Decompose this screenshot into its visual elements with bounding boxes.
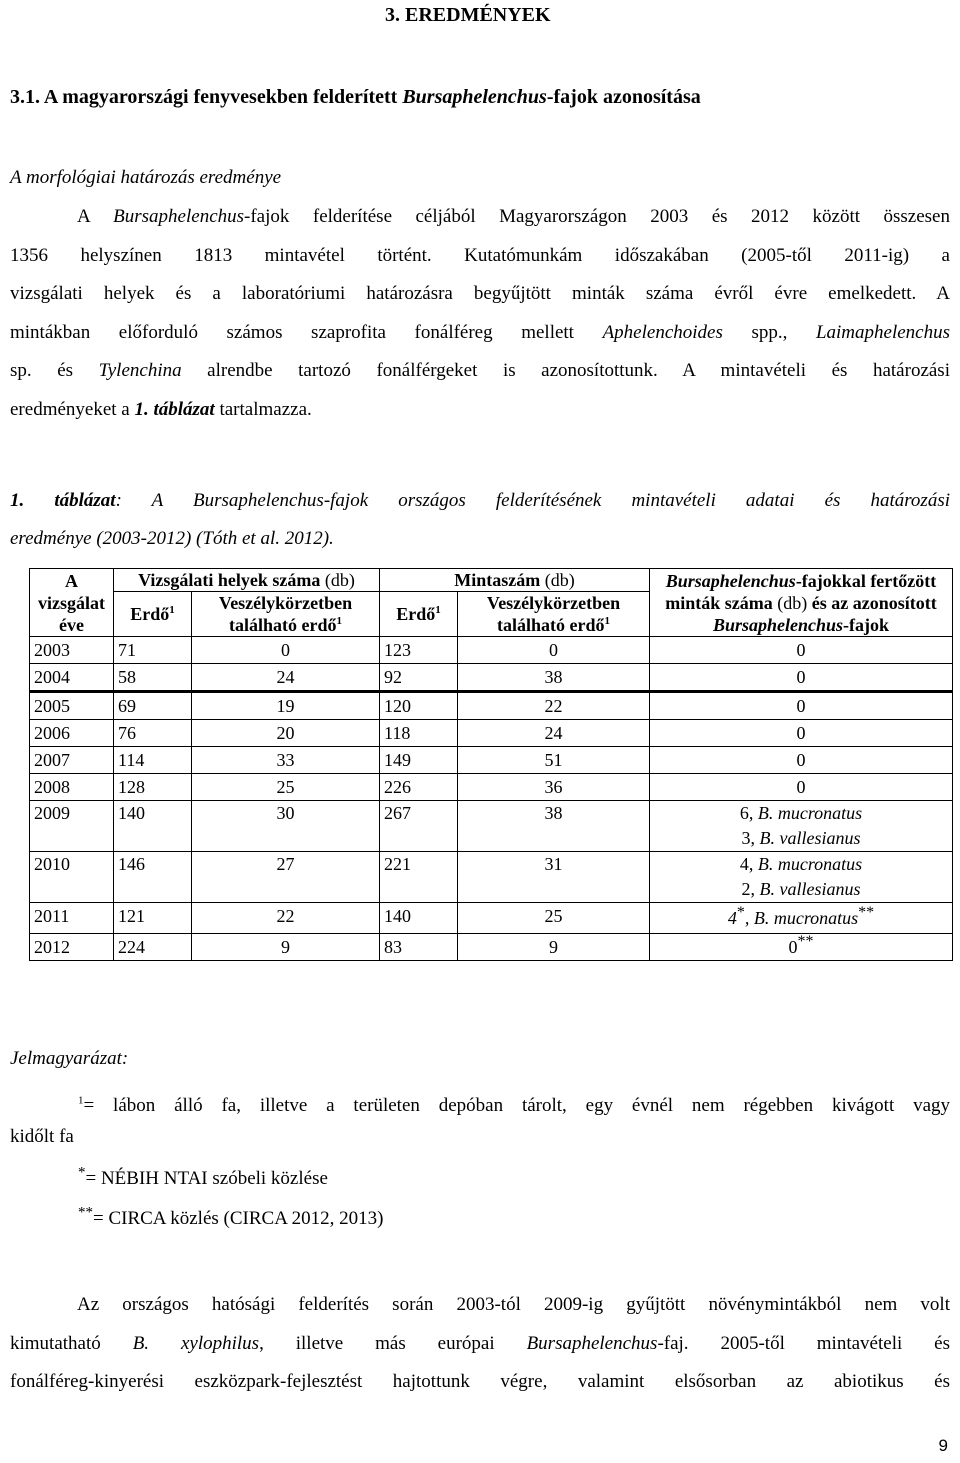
cell-forest-sites: 224: [114, 934, 192, 961]
cell-year: 2003: [30, 637, 114, 664]
header-result-text: -fajokkal fertőzött minták száma: [665, 570, 937, 613]
cell-danger-sites: 20: [192, 720, 380, 747]
cell-danger-sites: 19: [192, 692, 380, 720]
text-run: -fajok felderítése céljából Magyarországon 2003 és 2012 között összesen: [244, 206, 950, 227]
cell-danger-samples: 22: [458, 692, 650, 720]
caption-line-1: [10, 482, 950, 520]
cell-result: [650, 801, 953, 852]
table-row: [30, 801, 953, 852]
cell-forest-samples: 226: [380, 774, 458, 801]
table-row: [30, 664, 953, 692]
cell-danger-sites: 33: [192, 747, 380, 774]
genus-name: Aphelenchoides: [602, 321, 723, 343]
text-run: 0: [788, 937, 798, 957]
paragraph-1-line-3: vizsgálati helyek és a laboratóriumi határozásra begyűjtött minták száma évről évre emelkedett. A: [10, 283, 950, 304]
header-result: [650, 569, 953, 637]
genus-name: Tylenchina: [98, 360, 182, 381]
text-run: 4: [727, 908, 737, 928]
paragraph-2-line-3: fonálféreg-kinyerési eszközpark-fejlesztést hajtottunk végre, valamint elsősorban az abiotikus és: [10, 1371, 950, 1392]
caption-label: 1. táblázat: [10, 490, 116, 511]
header-samples: [380, 569, 650, 592]
header-forest-sites: [114, 592, 192, 637]
genus-name: Bursaphelenchus: [526, 1332, 658, 1354]
text-run: 4,: [739, 854, 758, 874]
cell-result: [650, 934, 953, 961]
text-run: 6,: [739, 803, 758, 823]
header-sites-label: Vizsgálati helyek száma: [138, 570, 321, 590]
species-name: B. xylophilus: [132, 1332, 260, 1354]
text-run: kimutatható: [10, 1332, 133, 1354]
footnote-marker: **: [797, 933, 814, 950]
header-sites: [114, 569, 380, 592]
text-run: spp.,: [722, 321, 816, 343]
text-run: mintákban előforduló számos szaprofita fonálféreg mellett: [10, 321, 603, 343]
table-row: [30, 637, 953, 664]
section-title-prefix: 3.1. A magyarországi fenyvesekben felderített: [10, 86, 403, 108]
footnote-marker: 1: [169, 604, 175, 616]
cell-year: 2010: [30, 852, 114, 903]
header-forest-label: Erdő: [130, 604, 170, 624]
cell-danger-sites: 9: [192, 934, 380, 961]
section-title: [10, 86, 701, 109]
legend-text: = lábon álló fa, illetve a területen depóban tárolt, egy évnél nem régebben kivágott vagy: [83, 1095, 950, 1116]
table-reference: 1. táblázat: [134, 398, 215, 420]
cell-forest-sites: 128: [114, 774, 192, 801]
cell-result: 0: [650, 664, 953, 692]
paragraph-1-line-4: [10, 314, 950, 353]
cell-forest-samples: 140: [380, 903, 458, 934]
species-name: , B. mucronatus: [744, 908, 859, 928]
paragraph-2: [10, 1286, 950, 1402]
text-run: sp. és: [10, 360, 99, 381]
paragraph-1-line-5: [10, 352, 950, 391]
footnote-marker: 1: [78, 1094, 84, 1107]
data-table: [29, 568, 953, 961]
footnote-marker: 1: [604, 615, 610, 627]
cell-year: 2006: [30, 720, 114, 747]
paragraph-2-line-2: [10, 1325, 950, 1364]
cell-forest-sites: 121: [114, 903, 192, 934]
cell-danger-samples: 36: [458, 774, 650, 801]
subheading: A morfológiai határozás eredménye: [10, 167, 282, 188]
cell-result: 0: [650, 692, 953, 720]
legend-item-1: [10, 1087, 950, 1125]
legend-title: Jelmagyarázat:: [10, 1048, 129, 1069]
cell-danger-samples: 24: [458, 720, 650, 747]
header-year: A vizsgálat éve: [30, 569, 114, 637]
table-row: [30, 774, 953, 801]
cell-result: [650, 903, 953, 934]
cell-danger-samples: 38: [458, 664, 650, 692]
footnote-marker: *: [78, 1164, 86, 1181]
cell-forest-sites: 69: [114, 692, 192, 720]
footnote-marker: *: [736, 904, 745, 921]
cell-result: 0: [650, 720, 953, 747]
table-row: [30, 692, 953, 720]
genus-name: Bursaphelenchus: [113, 206, 245, 227]
header-danger-samples: [458, 592, 650, 637]
cell-forest-samples: 120: [380, 692, 458, 720]
cell-forest-sites: 114: [114, 747, 192, 774]
cell-danger-samples: 38: [458, 801, 650, 852]
cell-danger-sites: 30: [192, 801, 380, 852]
chapter-title: 3. EREDMÉNYEK: [385, 4, 551, 26]
header-danger-sites: [192, 592, 380, 637]
cell-forest-sites: 58: [114, 664, 192, 692]
text-run: tartalmazza.: [214, 398, 312, 420]
cell-forest-samples: 118: [380, 720, 458, 747]
header-samples-label: Mintaszám: [454, 570, 541, 590]
caption-text: : A Bursaphelenchus-fajok országos felderítésének mintavételi adatai és határozási: [115, 490, 951, 511]
cell-danger-samples: 25: [458, 903, 650, 934]
cell-danger-samples: 31: [458, 852, 650, 903]
header-danger-label: Veszélykörzetben található erdő: [486, 593, 621, 635]
cell-year: 2005: [30, 692, 114, 720]
legend-text: = CIRCA közlés (CIRCA 2012, 2013): [93, 1208, 384, 1229]
cell-year: 2009: [30, 801, 114, 852]
legend-text: = NÉBIH NTAI szóbeli közlése: [85, 1168, 328, 1189]
text-run: alrendbe tartozó fonálférgeket is azonosítottunk. A mintavételi és határozási: [181, 360, 950, 381]
table-caption: [10, 482, 950, 558]
footnote-marker: **: [858, 904, 875, 921]
cell-year: 2004: [30, 664, 114, 692]
species-name: B. vallesianus: [759, 828, 861, 848]
text-run: -faj. 2005-től mintavételi és: [657, 1332, 950, 1354]
cell-year: 2008: [30, 774, 114, 801]
table-row: [30, 903, 953, 934]
header-result-text: -fajok: [843, 614, 890, 635]
legend-item-1-cont: kidőlt fa: [10, 1126, 74, 1147]
cell-danger-sites: 0: [192, 637, 380, 664]
table-row: [30, 934, 953, 961]
cell-result: 0: [650, 774, 953, 801]
cell-forest-sites: 76: [114, 720, 192, 747]
cell-year: 2011: [30, 903, 114, 934]
page-number: 9: [938, 1436, 948, 1455]
species-name: B. mucronatus: [757, 803, 863, 823]
paragraph-1-line-1: [10, 198, 950, 237]
text-run: 3,: [741, 828, 760, 848]
cell-forest-samples: 92: [380, 664, 458, 692]
species-name: B. mucronatus: [757, 854, 863, 874]
cell-danger-sites: 22: [192, 903, 380, 934]
cell-forest-samples: 267: [380, 801, 458, 852]
cell-forest-sites: 140: [114, 801, 192, 852]
text-run: , illetve más európai: [259, 1332, 527, 1354]
cell-forest-samples: 83: [380, 934, 458, 961]
cell-danger-samples: 0: [458, 637, 650, 664]
caption-line-2: eredménye (2003-2012) (Tóth et al. 2012).: [10, 528, 334, 549]
header-forest-samples: [380, 592, 458, 637]
header-unit: (db): [777, 592, 808, 613]
genus-name: Bursaphelenchus: [712, 614, 844, 635]
paragraph-1-line-2: 1356 helyszínen 1813 mintavétel történt. Kutatómunkám időszakában (2005-től 2011-ig) a: [10, 244, 950, 266]
cell-forest-samples: 221: [380, 852, 458, 903]
legend-item-2: [78, 1164, 328, 1190]
cell-result: 0: [650, 747, 953, 774]
text-run: eredményeket a: [10, 398, 135, 420]
footnote-marker: 1: [435, 604, 441, 616]
cell-year: 2012: [30, 934, 114, 961]
text-run: A: [77, 206, 114, 227]
paragraph-1-line-6: [10, 391, 950, 430]
header-result-text: és az azonosított: [807, 592, 937, 613]
table-row: [30, 852, 953, 903]
table-row: [30, 747, 953, 774]
header-danger-label: Veszélykörzetben található erdő: [218, 593, 353, 635]
footnote-marker: **: [78, 1204, 93, 1221]
genus-name: Bursaphelenchus: [665, 570, 796, 591]
header-unit: (db): [324, 570, 355, 590]
cell-forest-samples: 123: [380, 637, 458, 664]
header-unit: (db): [544, 570, 575, 590]
text-run: 2,: [741, 879, 760, 899]
paragraph-2-line-1: Az országos hatósági felderítés során 2003-tól 2009-ig gyűjtött növénymintákból nem volt: [77, 1294, 950, 1315]
cell-forest-samples: 149: [380, 747, 458, 774]
cell-forest-sites: 146: [114, 852, 192, 903]
table-row: [30, 720, 953, 747]
header-forest-label: Erdő: [396, 604, 436, 624]
footnote-marker: 1: [336, 615, 342, 627]
cell-danger-sites: 25: [192, 774, 380, 801]
cell-danger-samples: 9: [458, 934, 650, 961]
cell-danger-samples: 51: [458, 747, 650, 774]
cell-danger-sites: 27: [192, 852, 380, 903]
section-title-suffix: -fajok azonosítása: [546, 86, 701, 108]
species-name: B. vallesianus: [759, 879, 861, 899]
cell-year: 2007: [30, 747, 114, 774]
paragraph-1: [10, 198, 950, 429]
cell-danger-sites: 24: [192, 664, 380, 692]
section-title-genus: Bursaphelenchus: [402, 86, 547, 108]
cell-forest-sites: 71: [114, 637, 192, 664]
cell-result: [650, 852, 953, 903]
genus-name: Laimaphelenchus: [815, 321, 950, 343]
legend-item-3: [78, 1204, 384, 1230]
cell-result: 0: [650, 637, 953, 664]
